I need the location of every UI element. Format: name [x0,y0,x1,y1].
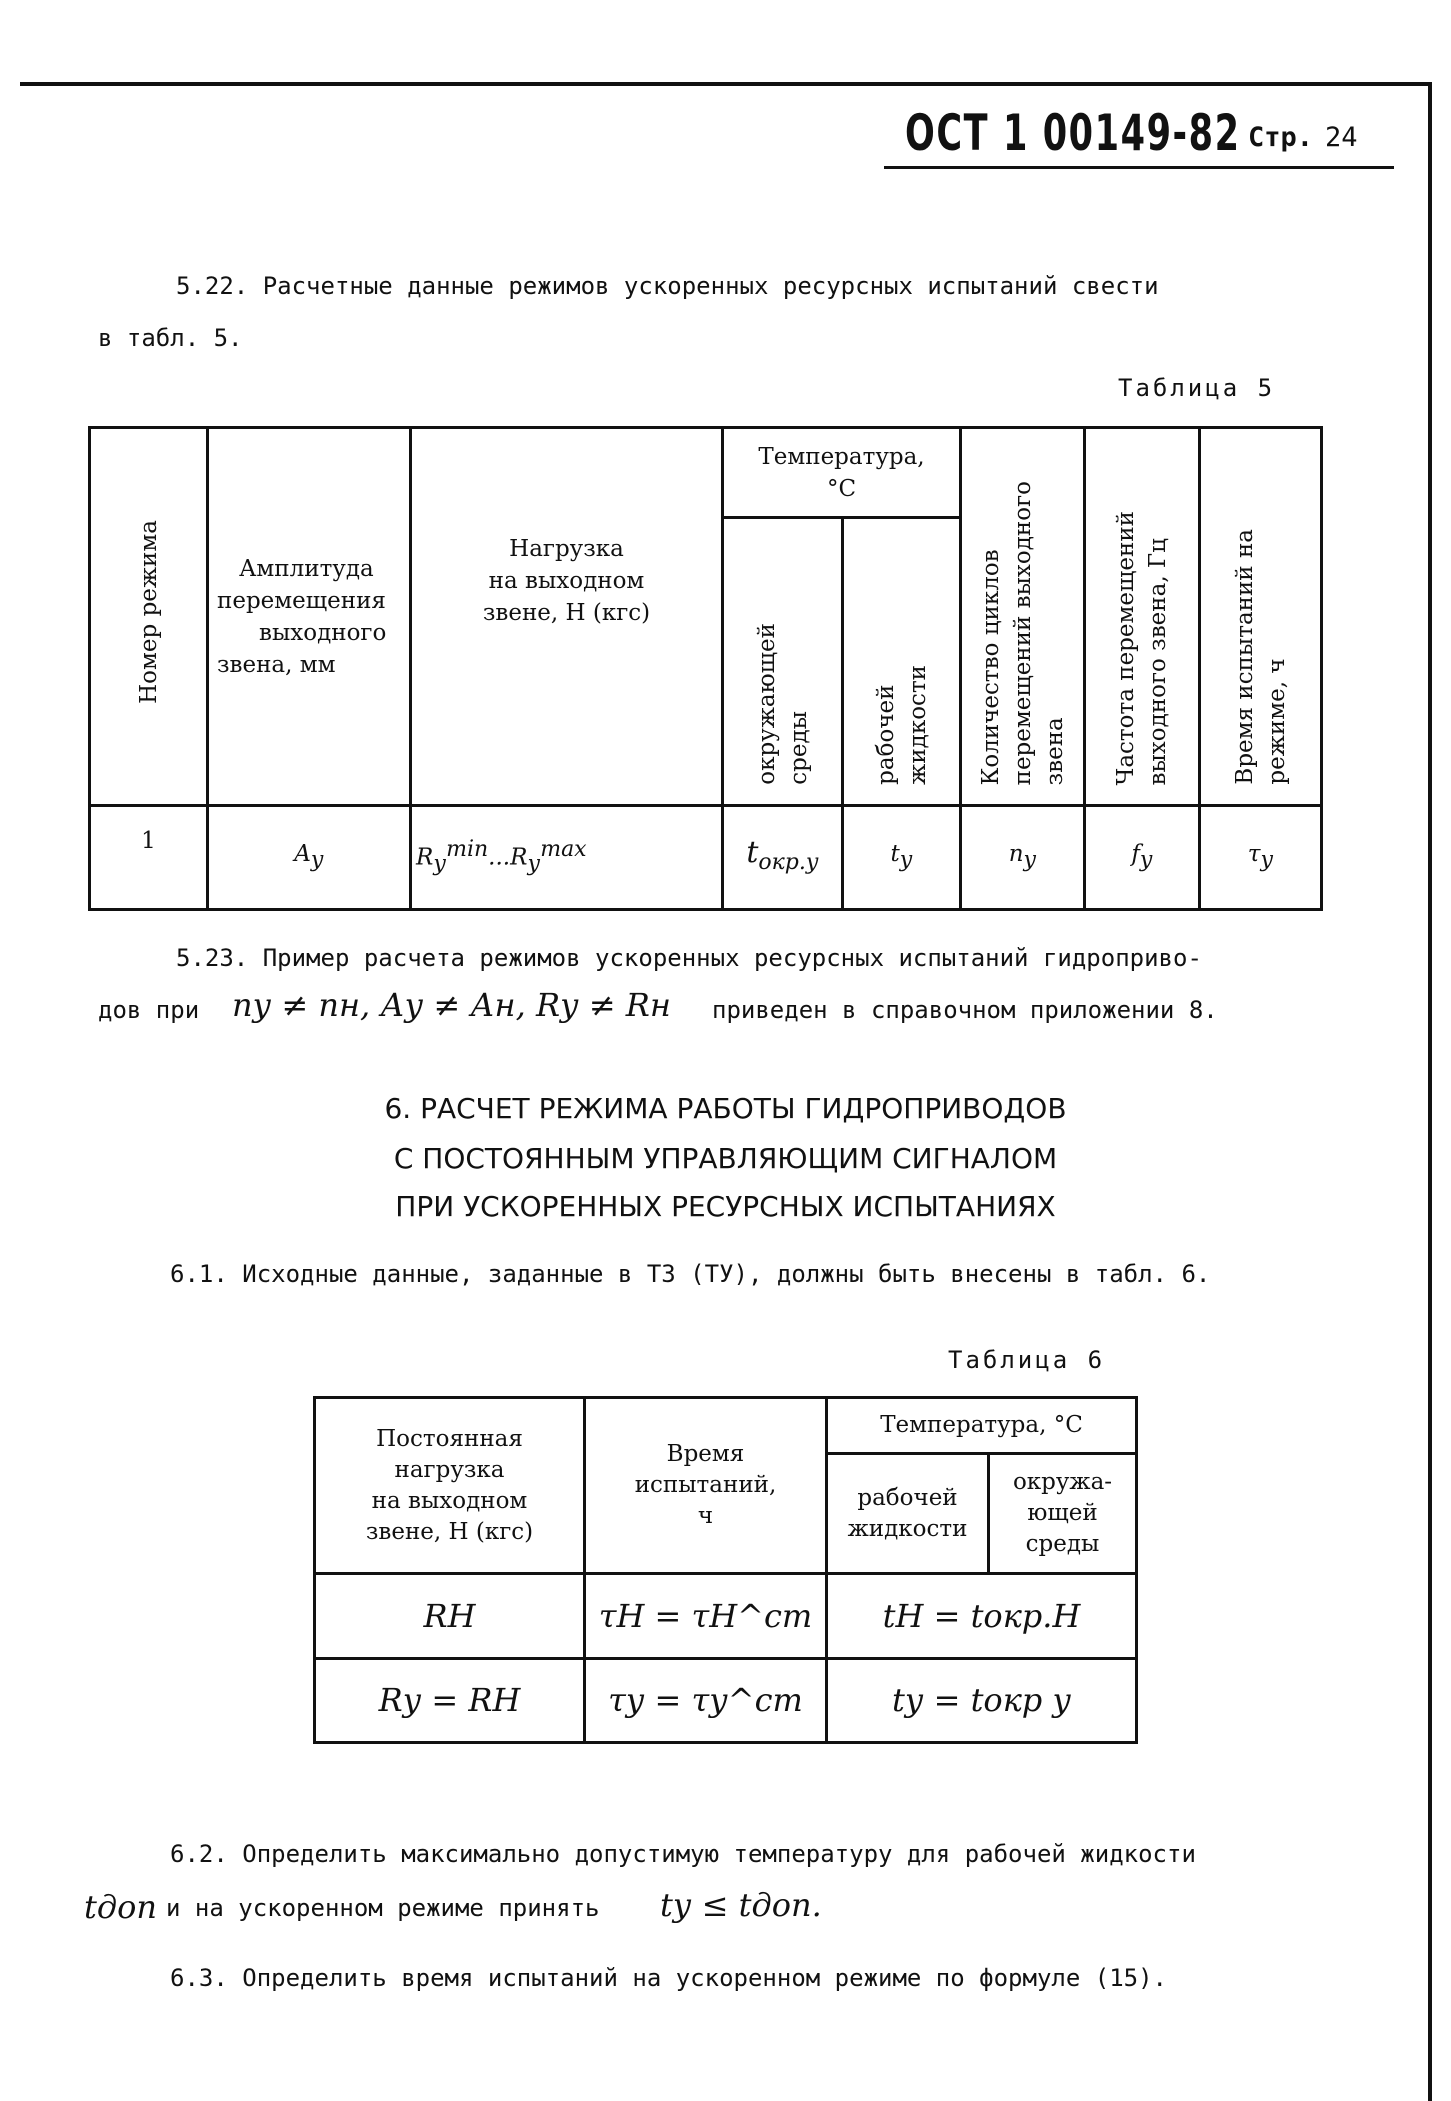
cell-frequency: $f_у$ [1085,806,1200,910]
cell-temp-env: $t_{окр.у}$ [723,806,843,910]
paragraph-5-22-line1: 5.22. Расчетные данные режимов ускоренных ресурсных испытаний свести [176,272,1159,300]
table-6 [313,1396,1138,1744]
t6-header-time: Время испытаний, ч [585,1398,827,1574]
t6-header-temp-fluid: рабочей жидкости [827,1454,989,1574]
section-6-heading-line2: С ПОСТОЯННЫМ УПРАВЛЯЮЩИМ СИГНАЛОМ [393,1142,1058,1175]
header-frequency: Частота перемещений выходного звена, Гц [1085,428,1200,806]
section-6-heading-line3: ПРИ УСКОРЕННЫХ РЕСУРСНЫХ ИСПЫТАНИЯХ [395,1190,1056,1223]
paragraph-6-1: 6.1. Исходные данные, заданные в ТЗ (ТУ), должны быть внесены в табл. 6. [170,1260,1211,1288]
header-load: Нагрузка на выходном звене, Н (кгс) [411,428,723,806]
page-label: Стр. [1248,122,1314,153]
cell-cycles: $n_у$ [961,806,1085,910]
paragraph-5-23-line1: 5.23. Пример расчета режимов ускоренных ресурсных испытаний гидроприво- [176,944,1202,972]
t6-header-temperature: Температура, °С [827,1398,1137,1454]
header-time: Время испытаний на режиме, ч [1200,428,1322,806]
paragraph-5-23-line2-end: приведен в справочном приложении 8. [712,996,1218,1024]
table5-caption: Таблица 5 [1118,374,1276,402]
section-6-heading-line1: 6. РАСЧЕТ РЕЖИМА РАБОТЫ ГИДРОПРИВОДОВ [384,1092,1067,1125]
cell-amplitude: $A_у$ [208,806,411,910]
table6-caption: Таблица 6 [948,1346,1106,1374]
table-5 [88,426,1323,911]
paragraph-5-22-line2: в табл. 5. [98,324,243,352]
page-number: 24 [1325,122,1358,153]
t6-row2-temp: tу = tокр у [827,1659,1137,1743]
header-rule [884,166,1394,169]
cell-load: $R_у^{min}...R_у^{max}$ [411,806,723,910]
symbol-t-dop: tдоп [84,1888,158,1926]
t6-row2-load: Rу = RН [315,1659,585,1743]
cell-temp-fluid: $t_у$ [843,806,961,910]
t6-row1-time: τН = τН^ст [585,1574,827,1659]
cell-mode-1: 1 [90,806,208,910]
t6-header-temp-env: окружа- ющей среды [989,1454,1137,1574]
cell-time: $\tau_у$ [1200,806,1322,910]
header-mode-number: Номер режима [90,428,208,806]
paragraph-6-2-line2: и на ускоренном режиме принять [166,1894,600,1922]
header-amplitude: Амплитуда перемещения выходного звена, мм [208,428,411,806]
t6-row1-temp: tН = tокр.Н [827,1574,1137,1659]
t6-header-load: Постоянная нагрузка на выходном звене, Н (кгс) [315,1398,585,1574]
formula-t-le-tdop: tу ≤ tдоп. [660,1886,822,1924]
header-cycles: Количество циклов перемещений выходного звена [961,428,1085,806]
paragraph-6-2-line1: 6.2. Определить максимально допустимую температуру для рабочей жидкости [170,1840,1196,1868]
header-temp-env: окружающей среды [723,518,843,806]
paragraph-5-23-line2-start: дов при [98,996,200,1024]
document-code: ОСТ 1 00149-82 [905,104,1241,162]
formula-inequalities: nу ≠ nн, Ау ≠ Ан, Rу ≠ Rн [232,986,671,1024]
header-temp-fluid: рабочей жидкости [843,518,961,806]
header-temperature: Температура, °С [723,428,961,518]
top-rule [20,82,1432,86]
paragraph-6-3: 6.3. Определить время испытаний на ускоренном режиме по формуле (15). [170,1964,1167,1992]
t6-row2-time: τу = τу^ст [585,1659,827,1743]
t6-row1-load: RН [315,1574,585,1659]
